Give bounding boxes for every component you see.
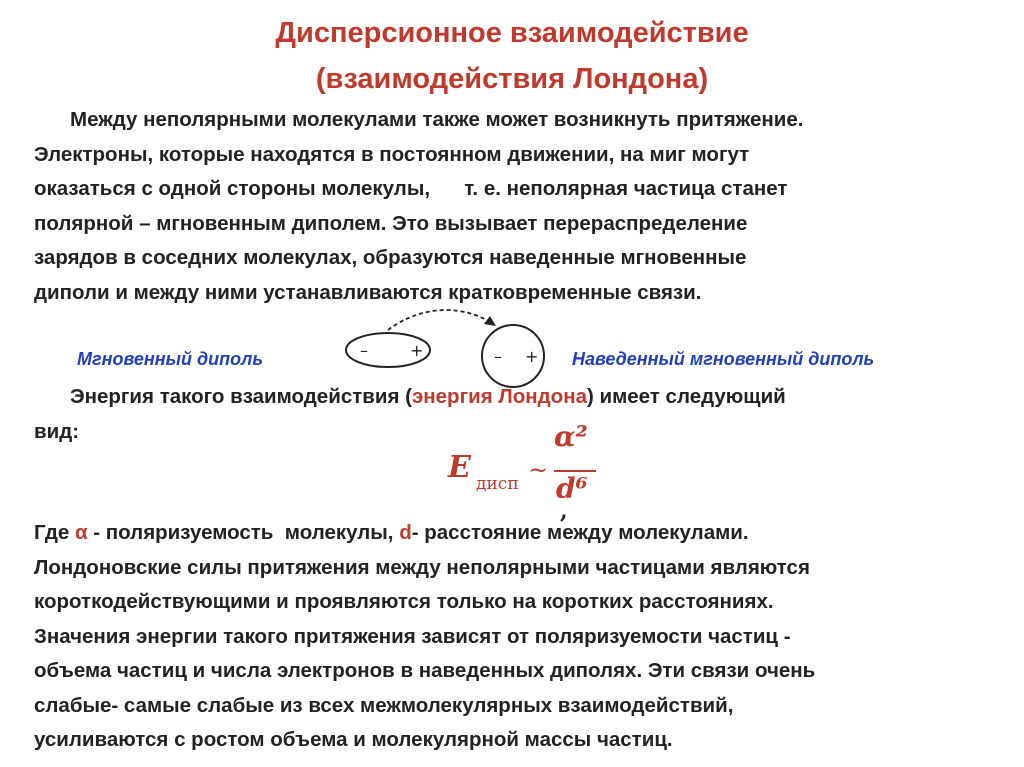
instant-dipole-label: Мгновенный диполь — [77, 349, 264, 369]
formula-numerator: α² — [554, 420, 588, 453]
explanation-paragraph — [34, 516, 994, 758]
formula-energy-symbol: E — [448, 450, 471, 485]
intro-paragraph — [34, 103, 994, 310]
alpha-symbol: α — [74, 521, 88, 544]
induced-dipole-label: Наведенный мгновенный диполь — [572, 349, 875, 369]
induced-plus-sign: + — [525, 347, 539, 366]
energy-line — [34, 380, 994, 415]
intro-line: Электроны, которые находятся в постоянном движении, на миг могут — [34, 142, 750, 166]
formula-proportional-sign: ~ — [528, 456, 549, 484]
intro-line: полярной – мгновенным диполем. Это вызывает перераспределение — [34, 211, 748, 235]
formula-subscript: дисп — [476, 474, 519, 494]
energy-text-before: Энергия такого взаимодействия ( — [70, 385, 412, 408]
slide-subtitle: (взаимодействия Лондона) — [315, 63, 709, 95]
definition-line — [34, 516, 994, 551]
induction-arrow — [388, 310, 490, 330]
dipole-diagram — [330, 300, 570, 390]
intro-line: диполи и между ними устанавливаются кратковременные связи. — [34, 280, 702, 304]
explanation-line: Значения энергии такого притяжения зависят от поляризуемости частиц - — [34, 624, 791, 648]
formula-comma: , — [560, 498, 568, 524]
explanation-line: объема частиц и числа электронов в наведенных диполях. Эти связи очень — [34, 659, 816, 682]
intro-line: оказаться с одной стороны молекулы, т. е. неполярная частица станет — [34, 177, 788, 200]
explanation-line: Лондоновские силы притяжения между неполярными частицами являются — [34, 555, 810, 579]
slide-title: Дисперсионное взаимодействие — [275, 17, 749, 49]
intro-line: зарядов в соседних молекулах, образуются наведенные мгновенные — [34, 246, 747, 269]
dipole-plus-sign: + — [410, 341, 424, 360]
energy-line-2: вид: — [34, 419, 80, 443]
induced-minus-sign: – — [494, 347, 502, 366]
london-energy-highlight: энергия Лондона — [411, 385, 587, 408]
definition-text: Где — [34, 521, 75, 544]
explanation-line: усиливаются с ростом объема и молекулярной массы частиц. — [34, 728, 673, 751]
intro-line: Между неполярными молекулами также может возникнуть притяжение. — [70, 108, 804, 131]
explanation-line: слабые- самые слабые из всех межмолекулярных взаимодействий, — [34, 693, 734, 717]
formula-denominator: d⁶ — [556, 472, 588, 505]
london-energy-formula — [448, 420, 608, 524]
dipole-minus-sign: – — [360, 341, 368, 360]
definition-text: - поляризуемость молекулы, — [87, 521, 400, 544]
energy-text-after: ) имеет следующий — [586, 385, 786, 408]
d-symbol: d — [399, 521, 412, 544]
definition-text: - расстояние между молекулами. — [411, 521, 749, 544]
arrow-head-icon — [484, 316, 496, 326]
explanation-line: короткодействующими и проявляются только на коротких расстояниях. — [34, 590, 774, 613]
